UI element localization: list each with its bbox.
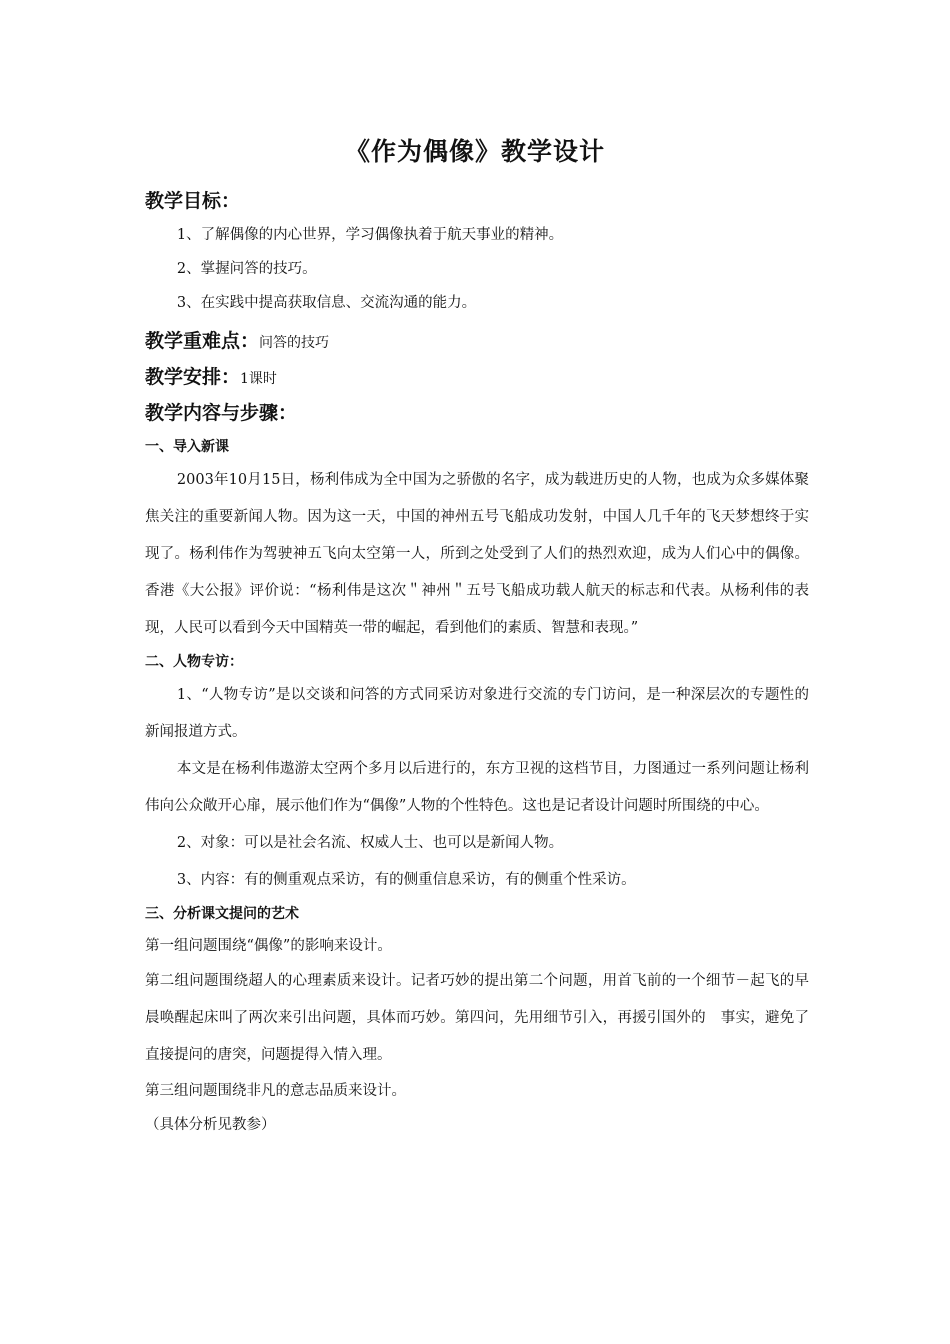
schedule-line	[145, 360, 809, 396]
goal-item: 1、了解偶像的内心世界，学习偶像执着于航天事业的精神。	[176, 227, 564, 243]
section-title: 三、分析课文提问的艺术	[145, 906, 299, 922]
section-paragraph: （具体分析见教参）	[145, 1117, 276, 1133]
section-paragraph: 本文是在杨利伟遨游太空两个多月以后进行的，东方卫视的这档节目，力图通过一系列问题让杨利伟向公众敞开心扉，展示他们作为“偶像”人物的个性特色。这也是记者设计问题时所围绕的中心。	[145, 761, 809, 814]
key-points-line	[145, 324, 809, 360]
section-title: 二、人物专访：	[145, 654, 243, 670]
section-paragraph: 2003年10月15日，杨利伟成为全中国为之骄傲的名字，成为载进历史的人物，也成为众多媒体聚焦关注的重要新闻人物。因为这一天，中国的神州五号飞船成功发射，中国人几千年的飞天梦想终于实现了。杨利伟作为驾驶神五飞向太空第一人，所到之处受到了人们的热烈欢迎，成为人们心中的偶像。香港《大公报》评价说：“杨利伟是这次＂神州＂五号飞船成功载人航天的标志和代表。从杨利伟的表现，人民可以看到今天中国精英一带的崛起，看到他们的素质、智慧和表现。”	[145, 472, 809, 636]
page-title: 《作为偶像》教学设计	[344, 137, 605, 166]
key-points-text: 问答的技巧	[259, 335, 330, 351]
goals-heading: 教学目标：	[145, 190, 241, 212]
document-body	[145, 184, 809, 1142]
schedule-text: 1课时	[240, 371, 277, 387]
section-paragraph: 第二组问题围绕超人的心理素质来设计。记者巧妙的提出第二个问题，用首飞前的一个细节－起飞的早晨唤醒起床叫了两次来引出问题，具体而巧妙。第四问，先用细节引入，再援引国外的 事实，避免了直接提问的唐突，问题提得入情入理。	[145, 973, 809, 1063]
section-paragraph: 第三组问题围绕非凡的意志品质来设计。	[145, 1083, 406, 1099]
section-paragraph: 1、“人物专访”是以交谈和问答的方式同采访对象进行交流的专门访问，是一种深层次的专题性的新闻报道方式。	[145, 687, 809, 740]
schedule-heading: 教学安排：	[145, 366, 241, 388]
goal-item: 3、在实践中提高获取信息、交流沟通的能力。	[176, 295, 477, 311]
section-title: 一、导入新课	[145, 439, 229, 455]
section-paragraph: 3、内容：有的侧重观点采访，有的侧重信息采访，有的侧重个性采访。	[176, 872, 636, 888]
key-points-heading: 教学重难点：	[145, 330, 260, 352]
section-paragraph: 2、对象：可以是社会名流、权威人士、也可以是新闻人物。	[176, 835, 564, 851]
goal-item: 2、掌握问答的技巧。	[176, 261, 317, 277]
section-paragraph: 第一组问题围绕“偶像”的影响来设计。	[145, 938, 392, 954]
content-heading: 教学内容与步骤：	[145, 402, 298, 424]
